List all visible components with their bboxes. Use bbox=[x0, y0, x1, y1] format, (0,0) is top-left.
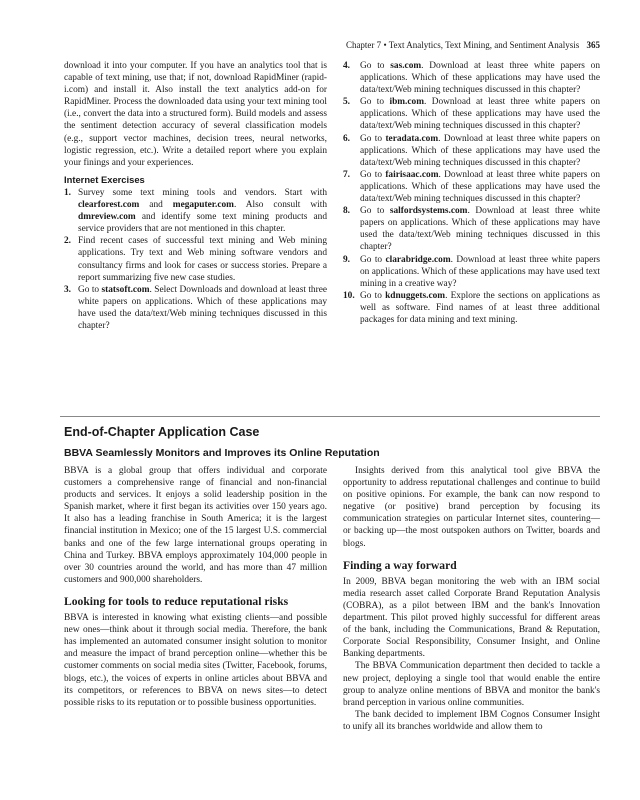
vendor-link: fairisaac.com bbox=[385, 169, 439, 180]
exercise-number: 6. bbox=[343, 133, 351, 144]
exercise-continuation-paragraph: download it into your computer. If you have an analytics tool that is capable of text mining, use that; if not, download RapidMiner (rapid-i.com) and install it. Also install the text analytics add-on for RapidMiner. Process the downloaded data using your text mining tool (i.e., convert the data into a structured form). Build models and assess the sentiment detection accuracy of several classification models (e.g., support vector machines, decision trees, neural networks, logistic regression, etc.). Write a detailed report where you explain your finings and your experiences. bbox=[64, 61, 327, 168]
exercise-number: 7. bbox=[343, 169, 351, 180]
exercise-item-1: 1. Survey some text mining tools and vendors. Start with clearforest.com and megaputer.com. Also consult with dmreview.com and identify some text mining products and service providers that are not mentioned in this chapter. bbox=[64, 187, 327, 235]
case-paragraph: Insights derived from this analytical tool give BBVA the opportunity to address reputational challenges and continue to build on positive opinions. For example, the bank can now respond to negative (or positive) brand perception by focusing its communication strategies on particular Internet sites, countering—or backing up—the most outspoken authors on Twitter, boards and blogs. bbox=[343, 466, 600, 549]
exercise-number: 9. bbox=[343, 254, 351, 265]
case-title: End-of-Chapter Application Case bbox=[64, 425, 260, 439]
exercise-list-right bbox=[343, 60, 600, 326]
chapter-label: Chapter 7 bbox=[345, 40, 382, 50]
case-paragraph: BBVA is interested in knowing what existing clients—and possible new ones—think about it through social media. Therefore, the bank has implemented an automated consumer insight solution to monitor and measure the impact of brand perception online—whether this be customer comments on social media sites (Twitter, Facebook, forums, blogs, etc.), the voices of experts in online articles about BBVA and its competitors, or references to BBVA on news sites—to detect possible risks to its reputation or to possible business opportunities. bbox=[64, 613, 327, 708]
exercise-item-7: 7. Go to fairisaac.com. Download at least three white papers on applications. Which of these applications may have used the data/text/Web mining techniques discussed in this chapter? bbox=[343, 169, 600, 205]
vendor-link: sas.com bbox=[390, 61, 422, 71]
case-subtitle: BBVA Seamlessly Monitors and Improves its Online Reputation bbox=[64, 447, 380, 459]
running-header bbox=[60, 40, 600, 50]
case-paragraph: The BBVA Communication department then decided to tackle a new project, deploying a single tool that would enable the entire group to analyze online mentions of BBVA and monitor the bank's brand perception in various online communities. bbox=[343, 661, 600, 708]
chapter-title: Text Analytics, Text Mining, and Sentiment Analysis bbox=[388, 40, 580, 50]
exercise-item-8: 8. Go to salfordsystems.com. Download at least three white papers on applications. Which of these applications may have used the data/text/Web mining techniques discussed in this chapter? bbox=[343, 206, 600, 253]
vendor-link: ibm.com bbox=[389, 97, 424, 108]
vendor-link: clearforest.com bbox=[78, 200, 140, 211]
page-number: 365 bbox=[586, 40, 600, 50]
case-paragraph: In 2009, BBVA began monitoring the web with an IBM social media research asset called Corporate Brand Reputation Analysis (COBRA), as a pilot between IBM and the bank's Innovation department. This pilot proved highly successful for different areas of the bank, including the Communications, Brand & Reputation, Corporate Social Responsibility, Consumer Insight, and Online Banking departments. bbox=[343, 576, 600, 660]
exercise-number: 1. bbox=[64, 187, 72, 198]
exercise-number: 3. bbox=[64, 284, 72, 295]
exercise-item-4: 4. Go to sas.com. Download at least three white papers on applications. Which of these applications may have used the data/text/Web mining techniques discussed in this chapter? bbox=[343, 61, 600, 96]
exercise-item-5: 5. Go to ibm.com. Download at least three white papers on applications. Which of these applications may have used the data/text/Web mining techniques discussed in this chapter? bbox=[343, 97, 600, 132]
exercise-number: 2. bbox=[64, 236, 72, 247]
case-right-column bbox=[343, 465, 600, 733]
vendor-link: teradata.com bbox=[385, 133, 439, 144]
exercise-item-10: 10. Go to kdnuggets.com. Explore the sections on applications as well as software. Find names of at least three additional packages for data mining and text mining. bbox=[343, 290, 600, 325]
case-paragraph: The bank decided to implement IBM Cognos Consumer Insight to unify all its branches worldwide and allow them to bbox=[343, 709, 600, 732]
vendor-link: megaputer.com bbox=[172, 200, 234, 211]
exercise-number: 8. bbox=[343, 206, 351, 217]
vendor-link: clarabridge.com bbox=[385, 254, 451, 265]
header-bullet: • bbox=[383, 40, 387, 50]
exercise-item-3: 3. Go to statsoft.com. Select Downloads and download at least three white papers on applications. Which of these applications may have used the data/text/Web mining techniques discussed in this chapter? bbox=[64, 284, 328, 331]
exercise-number: 5. bbox=[343, 97, 351, 108]
case-paragraph: BBVA is a global group that offers individual and corporate customers a comprehensive range of financial and non-financial products and services. It enjoys a solid leadership position in the Spanish market, where it first began its activities over 150 years ago. It also has a leading franchise in South America; it is the largest financial institution in Mexico; one of the 15 largest U.S. commercial banks and one of the few large international groups operating in China and Turkey. BBVA employs approximately 104,000 people in over 30 countries around the world, and has more than 47 million customers and 900,000 shareholders. bbox=[64, 466, 327, 585]
section-divider bbox=[60, 416, 600, 417]
vendor-link: statsoft.com bbox=[101, 284, 150, 295]
case-left-column bbox=[64, 465, 327, 709]
exercise-item-6: 6. Go to teradata.com. Download at least three white papers on applications. Which of these applications may have used the data/text/Web mining techniques discussed in this chapter? bbox=[343, 133, 600, 168]
section-heading: Finding a way forward bbox=[343, 558, 457, 572]
exercise-number: 10. bbox=[343, 290, 355, 301]
exercise-item-2: 2. Find recent cases of successful text mining and Web mining applications. Try text and Web mining software vendors and consultancy firms and look for cases or success stories. Prepare a report summarizing five new case studies. bbox=[64, 236, 327, 283]
internet-exercises-heading: Internet Exercises bbox=[64, 173, 145, 185]
exercise-number: 4. bbox=[343, 61, 351, 71]
top-right-column bbox=[343, 60, 600, 326]
exercise-list-left bbox=[64, 187, 327, 332]
vendor-link: salfordsystems.com bbox=[389, 206, 468, 217]
section-heading: Looking for tools to reduce reputational risks bbox=[64, 594, 289, 608]
vendor-link: kdnuggets.com bbox=[385, 290, 446, 301]
top-left-column bbox=[64, 60, 327, 332]
exercise-item-9: 9. Go to clarabridge.com. Download at least three white papers on applications. Which of these applications may have used text mining in a creative way? bbox=[343, 254, 601, 289]
vendor-link: dmreview.com bbox=[78, 212, 136, 223]
